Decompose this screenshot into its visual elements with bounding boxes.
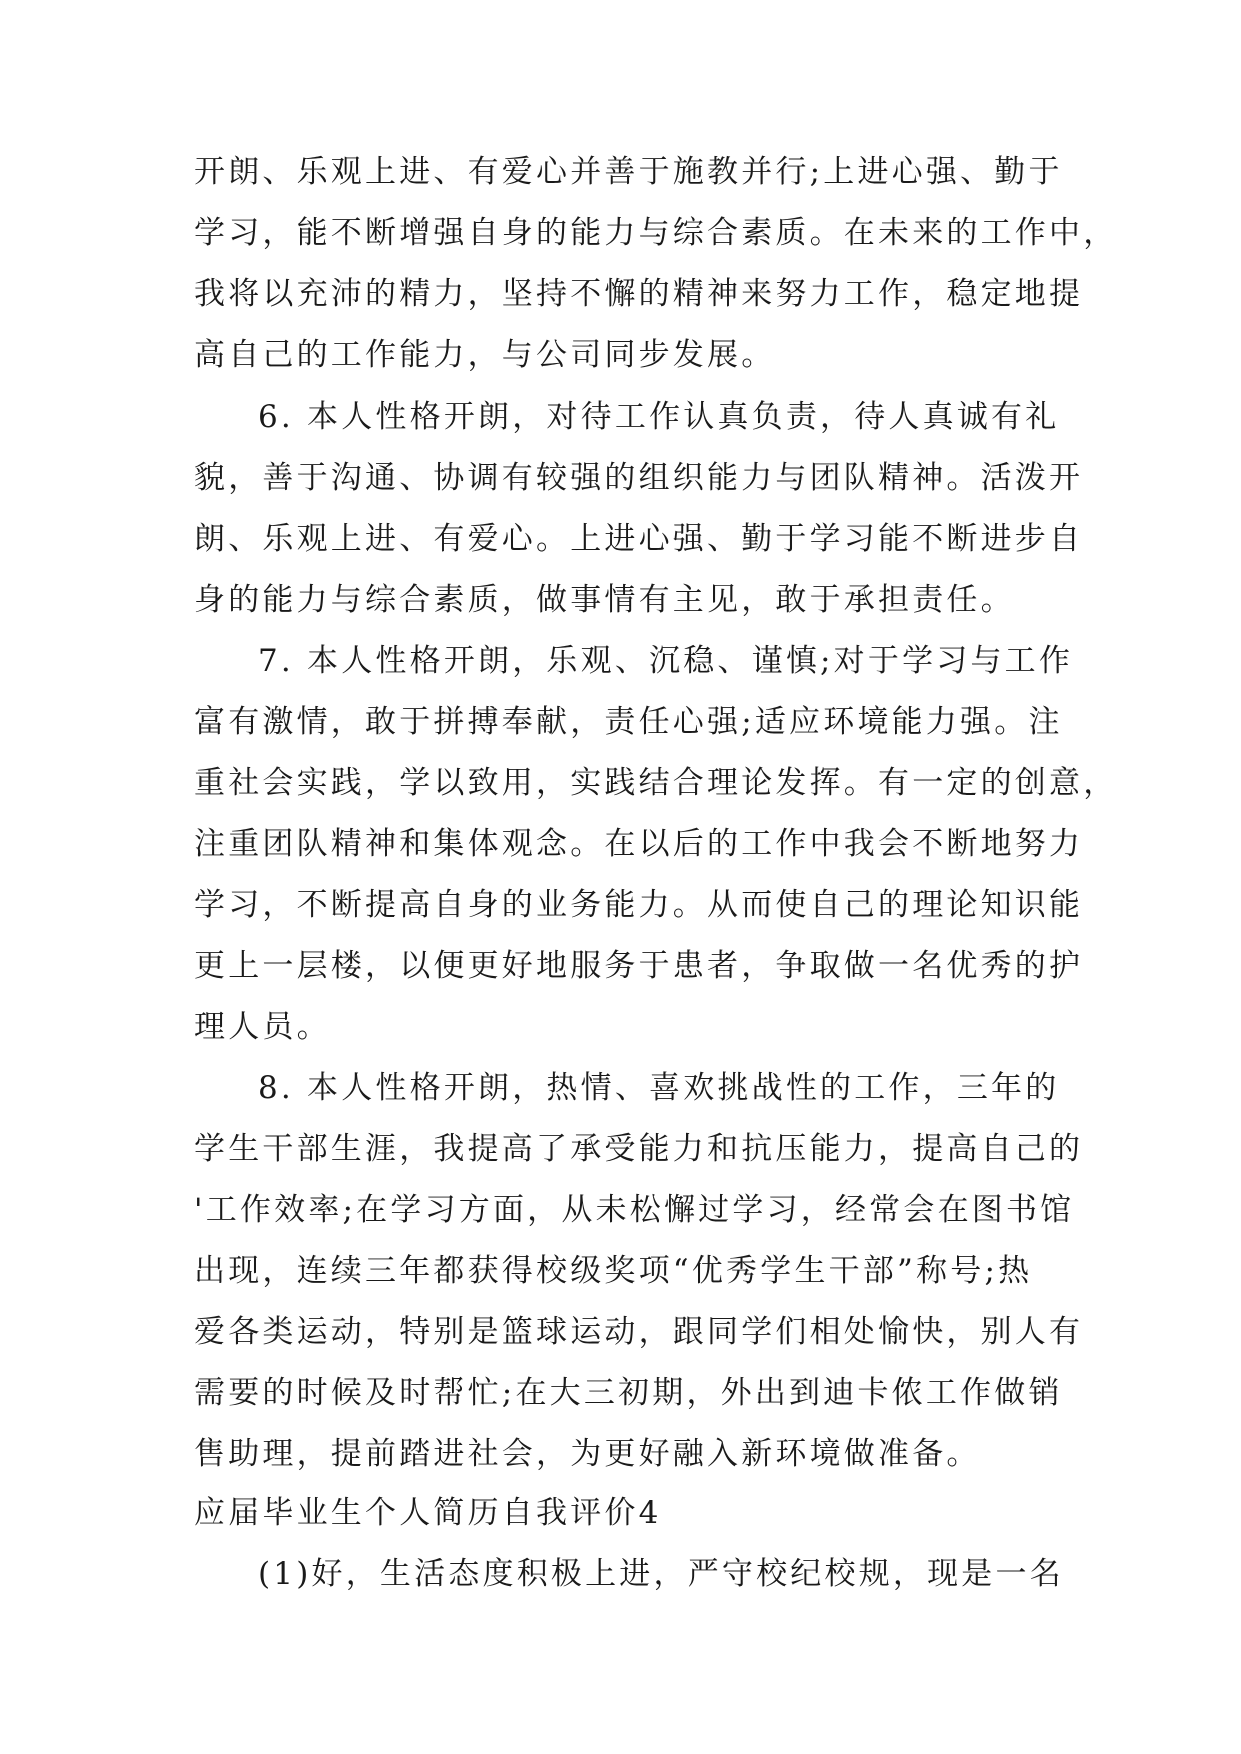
text-line: 重社会实践，学以致用，实践结合理论发挥。有一定的创意， bbox=[194, 765, 1118, 801]
text-line: 需要的时候及时帮忙;在大三初期，外出到迪卡侬工作做销 bbox=[194, 1375, 1063, 1411]
text-line: 学习，不断提高自身的业务能力。从而使自己的理论知识能 bbox=[194, 887, 1084, 923]
text-line: 朗、乐观上进、有爱心。上进心强、勤于学习能不断进步自 bbox=[194, 521, 1084, 557]
text-line: 高自己的工作能力，与公司同步发展。 bbox=[194, 337, 776, 373]
text-line: 理人员。 bbox=[194, 1009, 331, 1045]
text-line: 更上一层楼，以便更好地服务于患者，争取做一名优秀的护 bbox=[194, 948, 1084, 984]
text-line: '工作效率;在学习方面，从未松懈过学习，经常会在图书馆 bbox=[194, 1192, 1075, 1228]
text-line: 出现，连续三年都获得校级奖项“优秀学生干部”称号;热 bbox=[194, 1253, 1033, 1289]
text-line: 爱各类运动，特别是篮球运动，跟同学们相处愉快，别人有 bbox=[194, 1314, 1084, 1350]
text-line: 学生干部生涯，我提高了承受能力和抗压能力，提高自己的 bbox=[194, 1131, 1084, 1167]
text-line: 开朗、乐观上进、有爱心并善于施教并行;上进心强、勤于 bbox=[194, 154, 1063, 190]
list-item-7-first-line: 7. 本人性格开朗，乐观、沉稳、谨慎;对于学习与工作 bbox=[258, 643, 1074, 679]
list-item-8-first-line: 8. 本人性格开朗，热情、喜欢挑战性的工作，三年的 bbox=[258, 1070, 1060, 1106]
text-line: 身的能力与综合素质，做事情有主见，敢于承担责任。 bbox=[194, 582, 1015, 618]
text-line: 学习，能不断增强自身的能力与综合素质。在未来的工作中， bbox=[194, 215, 1118, 251]
text-line: 貌，善于沟通、协调有较强的组织能力与团队精神。活泼开 bbox=[194, 460, 1084, 496]
text-line: 我将以充沛的精力，坚持不懈的精神来努力工作，稳定地提 bbox=[194, 276, 1084, 312]
list-item-6-first-line: 6. 本人性格开朗，对待工作认真负责，待人真诚有礼 bbox=[258, 399, 1060, 435]
text-line: 售助理，提前踏进社会，为更好融入新环境做准备。 bbox=[194, 1436, 981, 1472]
text-line: 注重团队精神和集体观念。在以后的工作中我会不断地努力 bbox=[194, 826, 1084, 862]
section-heading: 应届毕业生个人简历自我评价4 bbox=[194, 1495, 662, 1531]
list-item-1-first-line: (1)好，生活态度积极上进，严守校纪校规，现是一名 bbox=[258, 1556, 1064, 1592]
text-line: 富有激情，敢于拼搏奉献，责任心强;适应环境能力强。注 bbox=[194, 704, 1063, 740]
